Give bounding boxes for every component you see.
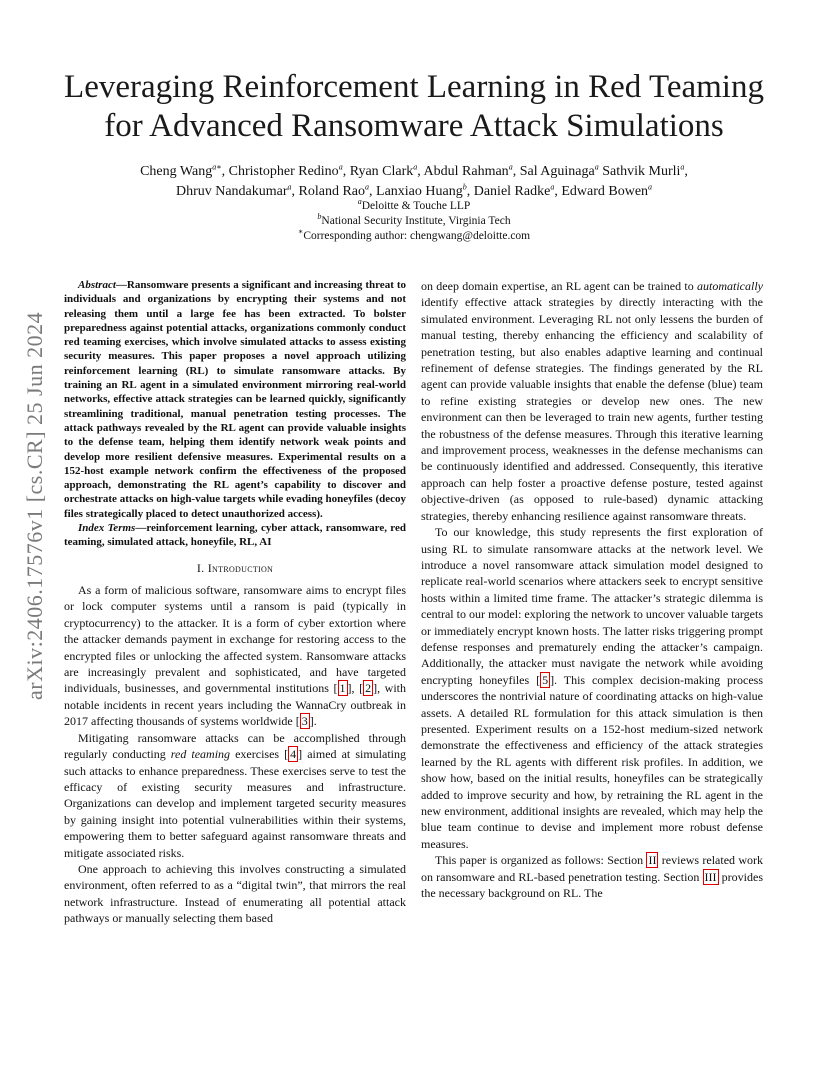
citation-link[interactable]: 4 [290,747,297,762]
right-column [421,278,763,901]
section-link[interactable]: III [704,869,717,884]
corresponding-text: Corresponding author: chengwang@deloitte.com [303,230,531,242]
author-affil-sup: a [508,162,513,172]
corresponding-author [60,229,768,244]
author-name: Lanxiao Huang [376,184,463,199]
author-name: Ryan Clark [349,164,414,179]
author-affil-sup: a∗ [212,162,222,172]
p1-text-a: As a form of malicious software, ransomware aims to encrypt files or lock computer systems until a ransom is paid (typically in cryptocurrency) to the attacker. It is a form of cyber extortion where the attacker demands payment in exchange for restoring access to the encrypted files or unlocking the affected system. Ransomware attacks are increasingly prevalent and sophisticated, and have targeted individuals, businesses, and governmental institutions [64,583,406,696]
author-affil-sup: a [648,182,653,192]
author-affil-sup: b [462,182,467,192]
intro-paragraph-3: One approach to achieving this involves constructing a simulated environment, often referred to as a “digital twin”, that mirrors the real network infrastructure. Instead of enumerating all potential attack pathways or manually selecting them based [64,861,406,926]
affiliation-a [60,199,768,214]
right-paragraph-2: To our knowledge, this study represents the first exploration of using RL to simulate ransomware attacks at the network level. We introduce a novel ransomware attack simulation model designed to replicate real-world scenarios where attackers seek to encrypt sensitive hosts within a limited time frame. The attacker’s strategic dilemma is central to our model: exploring the network to uncover valuable targets or immediately encrypt known hosts. The latter risks triggering prompt defense responses and prematurely ending the attacker’s campaign. Additionally, the attacker must navigate the network while avoiding encrypting honeyfiles [ 5 ]. This complex decision-making process underscores the nontrivial nature of coordinating attacks on high-value assets. A detailed RL formulation for this attack simulation is then presented. Experiment results on a 152-host medium-sized network demonstrate the effectiveness and efficiency of the attack strategies learned by the RL agents with different risk profiles. In addition, we show how, based on the initial results, honeyfiles can be strategically added to improve security and how, by retraining the RL agent in the new environment, additional insights are revealed, which may help the blue team continue to devise and implement more robust defense measures. [421,525,764,851]
affiliations [60,199,768,244]
index-terms-lead: Index Terms [78,522,136,535]
author-affil-sup: a [338,162,343,172]
rp1-text-a: on deep domain expertise, an RL agent can be trained to [421,279,697,293]
citation-link[interactable]: 3 [301,714,308,729]
title-line-2: for Advanced Ransomware Attack Simulations [104,108,724,144]
index-terms-text: —reinforcement learning, cyber attack, ransomware, red teaming, simulated attack, honeyfile, RL, AI [64,522,406,549]
author-name: Christopher Redino [228,164,339,179]
section-number: I. [196,560,205,575]
citation-link[interactable]: 1 [339,681,346,696]
affiliation-b [60,214,768,229]
authors-line-1: Cheng Wang$^{a∗}$, Christopher Redino$^a$, Ryan Clark$^a$, Abdul Rahman$^a$, Sal Aguinaga$^a$ Sathvik Murli$^a$, [140,162,688,179]
rp2-text-b: . This complex decision-making process underscores the nontrivial nature of coordinating attacks on high-value assets. A detailed RL formulation for this attack simulation is then presented. Experiment results on a 152-host medium-sized network demonstrate the effectiveness and efficiency of the attack strategies learned by the RL agents with different risk profiles. In addition, we show how, based on the initial results, honeyfiles can be strategically added to improve security and how, by retraining the RL agent in the new environment, additional insights are revealed, which may help the blue team continue to devise and implement more robust defense measures. [421,672,764,851]
authors-line-2: Dhruv Nandakumar$^a$, Roland Rao$^a$, Lanxiao Huang$^b$, Daniel Radke$^a$, Edward Bowen$^a$ [175,182,653,199]
affil-a-text: Deloitte & Touche LLP [361,200,471,212]
right-paragraph-1 [421,278,763,524]
author-affil-sup: a [413,162,418,172]
author-name: Abdul Rahman [423,164,509,179]
author-affil-sup: a [550,182,555,192]
affil-b-text: National Security Institute, Virginia Tech [321,215,511,227]
author-name: Cheng Wang [140,164,213,179]
section-heading [64,560,406,576]
author-name: Edward Bowen [561,184,649,199]
title-line-1: Leveraging Reinforcement Learning in Red Teaming [64,69,764,105]
section-title: Introduction [207,560,274,575]
author-list [60,162,768,202]
paper-title [40,68,788,146]
citation-link[interactable]: 2 [365,681,372,696]
rp1-text-b: identify effective attack strategies by directly interacting with the simulated environment. Leveraging RL not only lessens the burden of manual testing, thereby enhancing the efficiency and scalability of penetration testing, but also enables adaptive learning and continual refinement of defense strategies. The findings generated by the RL agent can provide valuable insights that enable the defense (blue) team to refine existing strategies or develop new ones. The new environment can then be leveraged to train new agents, further testing the robustness of the defense measures. Through this iterative learning and improvement process, weaknesses in the defense mechanisms can be continuously identified and addressed. Consequently, this iterative approach can help foster a proactive defense posture, tested against objective-driven (as opposed to rule-based) dynamic attacking strategies, thereby enhancing resilience against ransomware threats. [421,295,763,523]
rp3-text-b: reviews related work on ransomware and RL-based penetration testing. Section [421,853,763,884]
author-affil-sup: a [287,182,292,192]
index-terms [64,521,406,550]
section-link[interactable]: II [648,853,657,868]
author-name: Roland Rao [298,184,366,199]
rp1-emphasis: automatically [697,279,763,293]
right-paragraph-3 [421,852,763,901]
abstract-lead: Abstract [78,279,116,291]
intro-paragraph-1: As a form of malicious software, ransomware aims to encrypt files or lock computer systems until a ransom is paid (typically in cryptocurrency) to the attacker. It is a form of cyber extortion where the attacker demands payment in exchange for restoring access to the encrypted files or unlocking the affected system. Ransomware attacks are increasingly prevalent and sophisticated, and have targeted individuals, businesses, and governmental institutions [ 1 ], [ 2 ], with notable incidents in recent years including the WannaCry outbreak in 2017 affecting thousands of systems worldwide [ 3 ]. [64,583,406,729]
left-column [64,278,406,927]
p2-emphasis: red teaming [170,747,231,762]
corresponding-sup: ∗ [297,227,304,237]
abstract [64,278,406,521]
author-affil-sup: a [680,162,685,172]
author-name: Sathvik Murli [602,164,681,179]
intro-paragraph-2: Mitigating ransomware attacks can be accomplished through regularly conducting red teaming exercises [ 4 ] aimed at simulating such attacks to enhance preparedness. These exercises serve to test the efficacy of existing security measures and infrastructure. Organizations can develop and implement targeted security measures by gaining insight into potential vulnerabilities within their systems, empowering them to better safeguard against ransomware threats and mitigate associated risks. [64,730,406,860]
author-affil-sup: a [365,182,370,192]
rp3-text-a: This paper is organized as follows: Section [435,853,647,868]
p2-text-b: exercises [230,747,285,762]
arxiv-stamp: arXiv:2406.17576v1 [cs.CR] 25 Jun 2024 [22,311,47,700]
abstract-text: —Ransomware presents a significant and increasing threat to individuals and organizations by encrypting their systems and not releasing them until a large fee has been extracted. To bolster preparedness against potential attacks, organizations commonly conduct red teaming exercises, which involve simulated attacks to assess existing security measures. This paper proposes a novel approach utilizing reinforcement learning (RL) to simulate ransomware attacks. By training an RL agent in a simulated environment mirroring real-world networks, effective attack strategies can be learned quickly, significantly streamlining traditional, manual penetration testing processes. The attack pathways revealed by the RL agent can provide valuable insights to the defense team, helping them identify network weak points and develop more resilient defensive measures. Experimental results on a 152-host example network confirm the effectiveness of the proposed approach, demonstrating the RL agent’s capability to discover and orchestrate attacks on high-value targets while evading honeyfiles (decoy files strategically placed to detect unauthorized access). [64,279,406,520]
p1-text-d: . [313,714,317,729]
author-name: Sal Aguinaga [519,164,595,179]
p1-text-b: , [351,681,360,696]
author-name: Daniel Radke [473,184,551,199]
rp3-text-c: provides the necessary background on RL. The [421,869,763,901]
citation-link[interactable]: 5 [542,672,549,687]
affil-b-sup: b [317,212,322,222]
p2-text-a: Mitigating ransomware attacks can be accomplished through regularly conducting [64,730,406,762]
p1-text-c: , with notable incidents in recent years including the WannaCry outbreak in 2017 affecting thousands of systems worldwide [64,681,406,729]
affil-a-sup: a [357,197,362,207]
rp2-text-a: To our knowledge, this study represents the first exploration of using RL to simulate ransomware attacks at the network level. We introduce a novel ransomware attack simulation model designed to replicate real-world scenarios where attackers seek to encrypt sensitive hosts within a limited time frame. The attacker’s strategic dilemma is central to our model: exploring the network to uncover valuable targets or immediately encrypt known hosts. The latter risks triggering prompt defense responses and prematurely ending the attacker’s campaign. Additionally, the attacker must navigate the network while avoiding encrypting honeyfiles [421,525,763,687]
p2-text-c: aimed at simulating such attacks to enhance preparedness. These exercises serve to test the efficacy of existing security measures and infrastructure. Organizations can develop and implement targeted security measures by gaining insight into potential vulnerabilities within their systems, empowering them to better safeguard against ransomware threats and mitigate associated risks. [64,747,406,860]
author-affil-sup: a [594,162,599,172]
author-name: Dhruv Nandakumar [175,184,288,199]
